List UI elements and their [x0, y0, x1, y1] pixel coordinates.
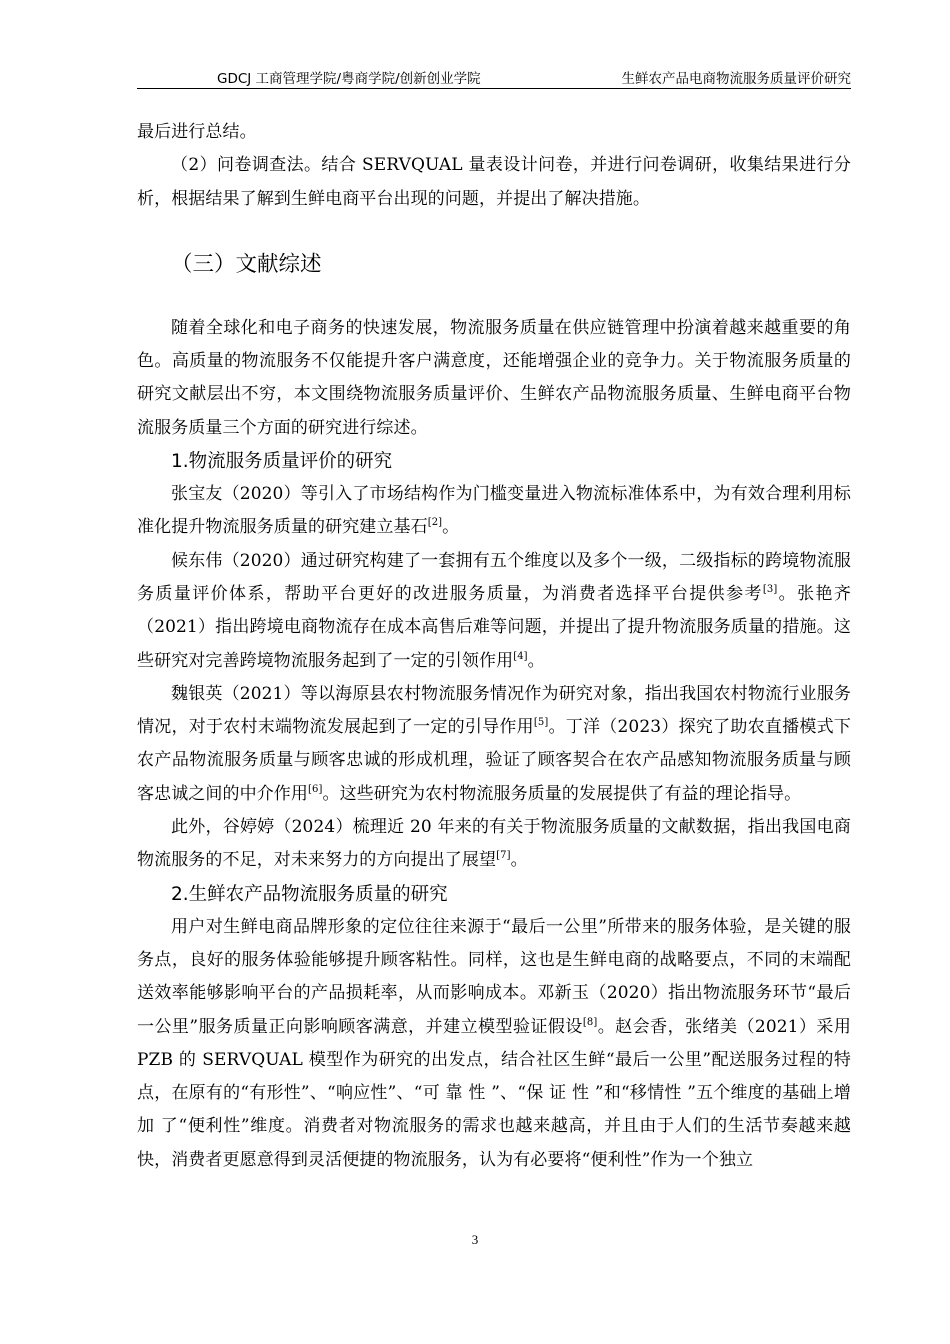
paragraph-rural-logistics: 魏银英（2021）等以海原县农村物流服务情况作为研究对象，指出我国农村物流行业服务情况，对于农村末端物流发展起到了一定的引导作用[5]。丁洋（2023）探究了助农直播模式下农产品物流服务质量与顾客忠诚的形成机理，验证了顾客契合在农产品感知物流服务质量与顾客忠诚之间的中介作用[6]。这些研究为农村物流服务质量的发展提供了有益的理论指导。	[137, 683, 851, 804]
paragraph-review-intro: 随着全球化和电子商务的快速发展，物流服务质量在供应链管理中扮演着越来越重要的角色。高质量的物流服务不仅能提升客户满意度，还能增强企业的竞争力。关于物流服务质量的研究文献层出不穷，本文围绕物流服务质量评价、生鲜农产品物流服务质量、生鲜电商平台物流服务质量三个方面的研究进行综述。	[137, 317, 851, 438]
paragraph-closing: 最后进行总结。	[137, 122, 257, 142]
citation-ref: [8]	[582, 1016, 598, 1028]
citation-ref: [4]	[513, 650, 528, 662]
citation-ref: [7]	[496, 850, 511, 862]
citation-ref: [6]	[308, 783, 323, 795]
paragraph-zhang-baoyou: 张宝友（2020）等引入了市场结构作为门槛变量进入物流标准体系中，为有效合理利用标准化提升物流服务质量的研究建立基石[2]。	[137, 484, 851, 538]
page-header	[137, 64, 851, 89]
subsection-heading-logistics-evaluation: 1.物流服务质量评价的研究	[171, 451, 393, 473]
paragraph-cross-border-logistics: 候东伟（2020）通过研究构建了一套拥有五个维度以及多个一级，二级指标的跨境物流服务质量评价体系，帮助平台更好的改进服务质量，为消费者选择平台提供参考[3]。张艳齐（2021）指出跨境电商物流存在成本高售后难等问题，并提出了提升物流服务质量的措施。这些研究对完善跨境物流服务起到了一定的引领作用[4]。	[137, 550, 851, 671]
paragraph-last-mile: 用户对生鲜电商品牌形象的定位往往来源于“最后一公里”所带来的服务体验，是关键的服务点，良好的服务体验能够提升顾客粘性。同样，这也是生鲜电商的战略要点，不同的末端配送效率能够影响平台的产品损耗率，从而影响成本。邓新玉（2020）指出物流服务环节“最后一公里”服务质量正向影响顾客满意，并建立模型验证假设[8]。赵会香，张绪美（2021）采用 PZB 的 SERVQUAL 模型作为研究的出发点，结合社区生鲜“最后一公里”配送服务过程的特点，在原有的“有形性”、“响应性”、“可 靠 性 ”、“保 证 性 ”和“移情性 ”五个维度的基础上增加 了“便利性”维度。消费者对物流服务的需求也越来越高，并且由于人们的生活节奏越来越快，消费者更愿意得到灵活便捷的物流服务，认为有必要将“便利性”作为一个独立	[137, 916, 851, 1170]
page-body	[137, 116, 851, 1177]
section-heading-literature-review: （三）文献综述	[171, 251, 322, 277]
citation-ref: [5]	[533, 717, 549, 729]
paragraph-gu-tingting: 此外，谷婷婷（2024）梳理近 20 年来的有关于物流服务质量的文献数据，指出我国电商物流服务的不足，对未来努力的方向提出了展望[7]。	[137, 817, 851, 871]
header-thesis-title: 生鲜农产品电商物流服务质量评价研究	[621, 71, 851, 87]
paragraph-questionnaire-method: （2）问卷调查法。结合 SERVQUAL 量表设计问卷，并进行问卷调研，收集结果进行分析，根据结果了解到生鲜电商平台出现的问题，并提出了解决措施。	[137, 155, 851, 209]
page-number: 3	[471, 1232, 479, 1247]
header-institution: GDCJ 工商管理学院/粤商学院/创新创业学院	[217, 71, 481, 87]
citation-ref: [3]	[762, 583, 778, 595]
citation-ref: [2]	[427, 517, 443, 529]
subsection-heading-fresh-produce-logistics: 2.生鲜农产品物流服务质量的研究	[171, 883, 448, 905]
